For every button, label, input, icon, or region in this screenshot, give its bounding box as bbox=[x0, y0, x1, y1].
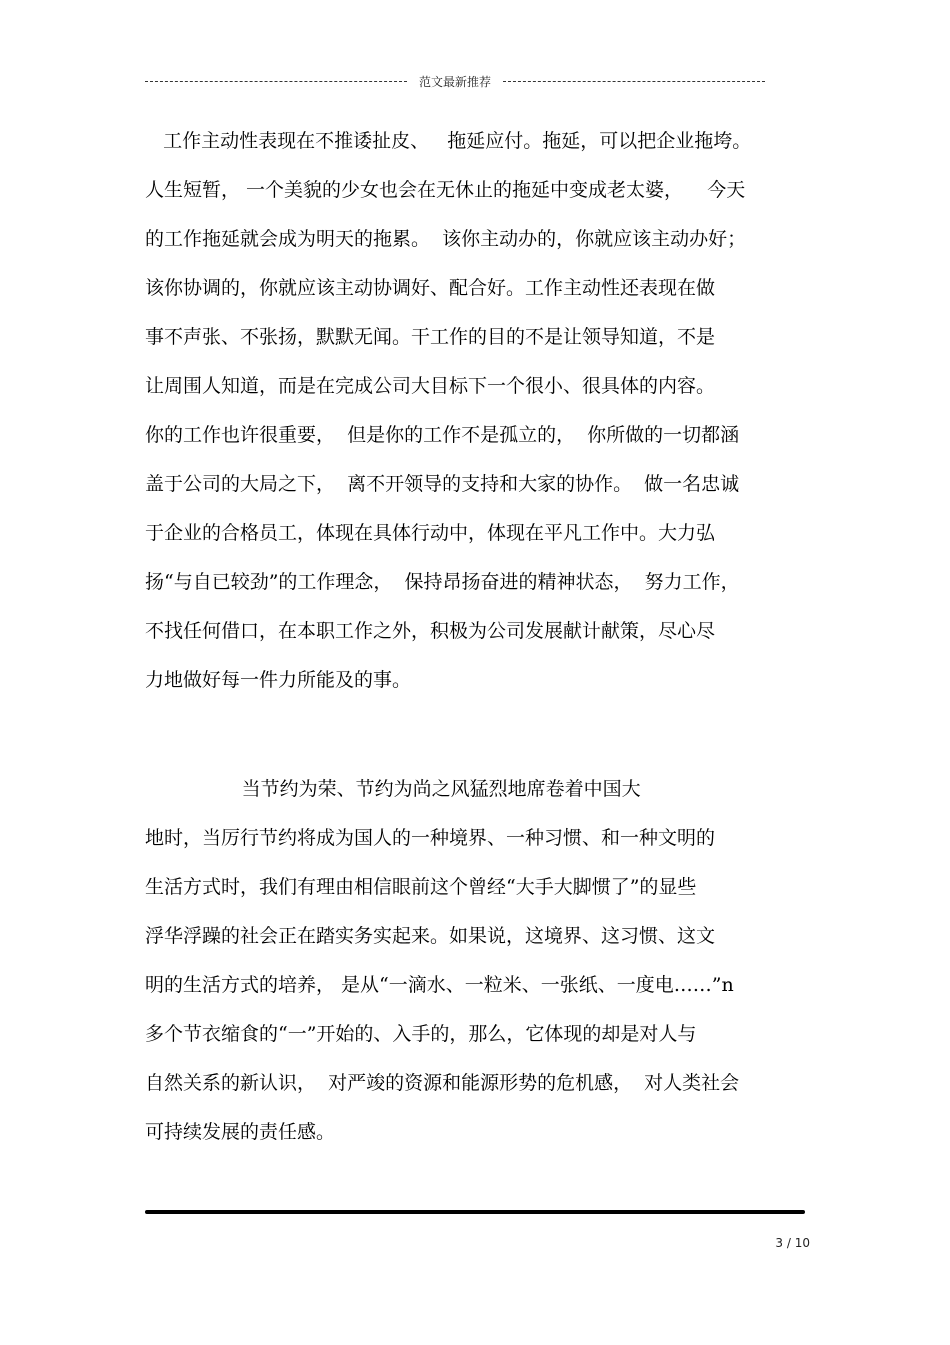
text-line: 盖于公司的大局之下， 离不开领导的支持和大家的协作。 做一名忠诚 bbox=[145, 473, 740, 495]
text-line: 该你协调的，你就应该主动协调好、配合好。工作主动性还表现在做 bbox=[145, 277, 716, 299]
text-line: 工作主动性表现在不推诿扯皮、 拖延应付。拖延，可以把企业拖垮。 bbox=[145, 130, 752, 152]
paragraph-frugality bbox=[145, 765, 825, 1157]
text-line: 生活方式时，我们有理由相信眼前这个曾经“大手大脚惯了”的显些 bbox=[145, 876, 697, 898]
text-line: 多个节衣缩食的“一”开始的、入手的，那么，它体现的却是对人与 bbox=[145, 1023, 697, 1045]
header-left-dashes bbox=[145, 81, 407, 82]
text-line: 的工作拖延就会成为明天的拖累。 该你主动办的，你就应该主动办好； bbox=[145, 228, 747, 250]
text-line: 浮华浮躁的社会正在踏实务实起来。如果说，这境界、这习惯、这文 bbox=[145, 925, 716, 947]
header-right-dashes bbox=[503, 81, 765, 82]
text-line: 力地做好每一件力所能及的事。 bbox=[145, 669, 412, 691]
text-line: 可持续发展的责任感。 bbox=[145, 1121, 336, 1143]
text-line: 明的生活方式的培养， 是从“一滴水、一粒米、一张纸、一度电……”n bbox=[145, 974, 734, 996]
footer-divider bbox=[145, 1210, 805, 1214]
text-line: 人生短暂， 一个美貌的少女也会在无休止的拖延中变成老太婆， 今天 bbox=[145, 179, 746, 201]
text-line: 事不声张、不张扬，默默无闻。干工作的目的不是让领导知道，不是 bbox=[145, 326, 716, 348]
text-line: 让周围人知道，而是在完成公司大目标下一个很小、很具体的内容。 bbox=[145, 375, 716, 397]
paragraph-work-initiative bbox=[145, 117, 825, 705]
page-header bbox=[145, 70, 765, 92]
text-line: 于企业的合格员工，体现在具体行动中，体现在平凡工作中。大力弘 bbox=[145, 522, 716, 544]
text-line: 地时，当厉行节约将成为国人的一种境界、一种习惯、和一种文明的 bbox=[145, 827, 716, 849]
text-line: 扬“与自已较劲”的工作理念， 保持昂扬奋进的精神状态， 努力工作， bbox=[145, 571, 740, 593]
page-number: 3 / 10 bbox=[775, 1236, 810, 1250]
header-title: 范文最新推荐 bbox=[419, 74, 492, 89]
text-line: 自然关系的新认识， 对严竣的资源和能源形势的危机感， 对人类社会 bbox=[145, 1072, 740, 1094]
text-line: 不找任何借口，在本职工作之外，积极为公司发展献计献策，尽心尽 bbox=[145, 620, 716, 642]
text-line: 你的工作也许很重要， 但是你的工作不是孤立的， 你所做的一切都涵 bbox=[145, 424, 740, 446]
text-line: 当节约为荣、节约为尚之风猛烈地席卷着中国大 bbox=[145, 778, 641, 800]
